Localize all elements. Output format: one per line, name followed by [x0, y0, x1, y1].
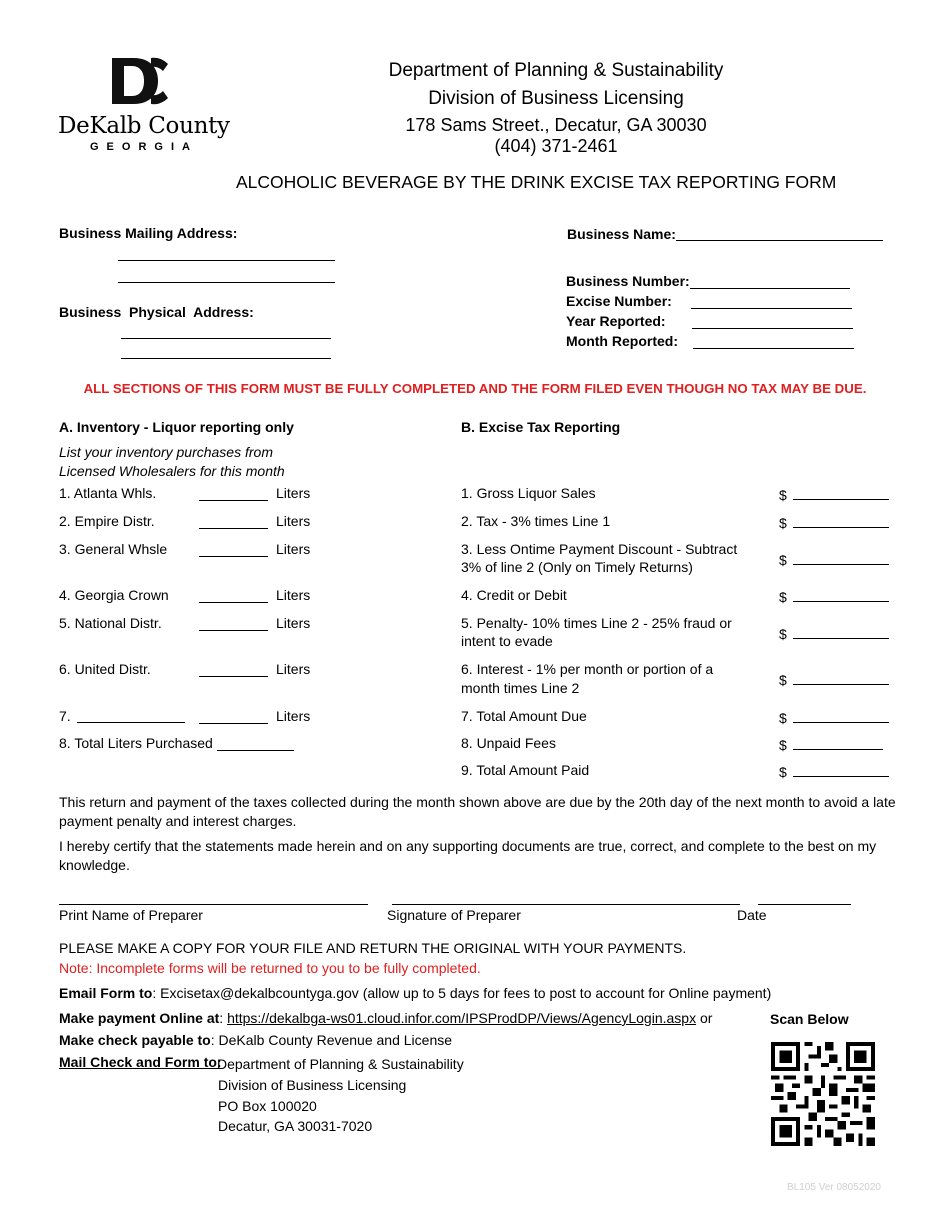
dollar-sign: $	[779, 487, 787, 503]
physical-address-line-1[interactable]	[121, 324, 331, 339]
completion-warning: ALL SECTIONS OF THIS FORM MUST BE FULLY COMPLETED AND THE FORM FILED EVEN THOUGH NO TAX MAY BE DUE.	[83, 381, 867, 396]
section-b-title: B. Excise Tax Reporting	[461, 419, 621, 435]
year-reported-label: Year Reported:	[566, 313, 666, 329]
amount-field-2[interactable]	[779, 513, 889, 531]
due-date-notice: This return and payment of the taxes collected during the month shown above are due by the 20th day of the next month to avoid a late payment penalty and interest charges.	[59, 794, 896, 829]
mailing-address-line-1[interactable]	[118, 246, 335, 261]
qr-code-icon[interactable]	[771, 1042, 875, 1146]
date-field[interactable]	[758, 890, 851, 905]
liters-field-4[interactable]	[199, 588, 268, 603]
liters-unit: Liters	[276, 485, 311, 501]
amount-field-1[interactable]	[779, 485, 889, 503]
business-name-field[interactable]	[676, 226, 883, 241]
excise-number-label: Excise Number:	[566, 293, 672, 309]
scan-below-label: Scan Below	[770, 1011, 849, 1027]
dollar-sign: $	[779, 626, 787, 642]
excise-number-field[interactable]	[691, 294, 852, 309]
liters-unit: Liters	[276, 615, 311, 631]
dollar-sign: $	[779, 515, 787, 531]
wholesaler-name: 3. General Whsle	[59, 541, 168, 557]
tax-line-label: 3. Less Ontime Payment Discount - Subtract	[461, 541, 738, 557]
tax-line-label: 8. Unpaid Fees	[461, 735, 556, 751]
tax-line-label: 4. Credit or Debit	[461, 587, 567, 603]
online-label: Make payment Online at	[59, 1010, 220, 1026]
header-phone: (404) 371-2461	[494, 136, 618, 156]
business-physical-label: Business Physical Address:	[59, 304, 254, 320]
amount-field-9[interactable]	[779, 762, 889, 780]
signature-field[interactable]	[392, 890, 740, 905]
tax-line-label: 6. Interest - 1% per month or portion of a	[461, 661, 714, 677]
liters-field-6[interactable]	[199, 662, 268, 677]
check-payable-instruction	[59, 1032, 452, 1048]
form-version: BL105 Ver 08052020	[787, 1182, 881, 1193]
wholesaler-name: 6. United Distr.	[59, 661, 151, 677]
copy-instruction: PLEASE MAKE A COPY FOR YOUR FILE AND RETURN THE ORIGINAL WITH YOUR PAYMENTS.	[59, 940, 687, 956]
other-wholesaler-field[interactable]	[77, 708, 185, 723]
dollar-sign: $	[779, 552, 787, 568]
wholesaler-name: 5. National Distr.	[59, 615, 162, 631]
liters-unit: Liters	[276, 513, 311, 529]
liters-unit: Liters	[276, 587, 311, 603]
inventory-row	[59, 661, 151, 677]
inventory-row	[59, 615, 162, 631]
liters-unit: Liters	[276, 708, 311, 724]
business-name-label: Business Name:	[567, 226, 676, 242]
mail-address-line: Department of Planning & Sustainability	[217, 1056, 464, 1072]
section-a-instruction-1: List your inventory purchases from	[59, 444, 273, 460]
inventory-row	[59, 485, 156, 501]
header-department: Department of Planning & Sustainability	[388, 60, 724, 81]
payable-label: Make check payable to	[59, 1032, 211, 1048]
email-text: : Excisetax@dekalbcountyga.gov (allow up to 5 days for fees to post to account for Online payment)	[152, 985, 772, 1001]
section-a-instruction-2: Licensed Wholesalers for this month	[59, 463, 285, 479]
mail-address-line: PO Box 100020	[218, 1098, 317, 1114]
dekalb-dc-logo-icon	[110, 56, 170, 106]
mailing-address-line-2[interactable]	[118, 268, 335, 283]
amount-field-7[interactable]	[779, 708, 889, 726]
dollar-sign: $	[779, 764, 787, 780]
tax-line-label-cont: intent to evade	[461, 633, 553, 649]
dollar-sign: $	[779, 672, 787, 688]
liters-unit: Liters	[276, 661, 311, 677]
total-liters-label: 8. Total Liters Purchased	[59, 735, 213, 751]
wholesaler-name: 1. Atlanta Whls.	[59, 485, 157, 501]
month-reported-label: Month Reported:	[566, 333, 678, 349]
print-name-label: Print Name of Preparer	[59, 907, 203, 923]
certification-statement: I hereby certify that the statements made herein and on any supporting documents are true, correct, and complete to the best on my knowledge.	[59, 838, 877, 873]
amount-field-8[interactable]	[779, 735, 883, 753]
dollar-sign: $	[779, 737, 787, 753]
tax-line-label: 2. Tax - 3% times Line 1	[461, 513, 611, 529]
mail-label: Mail Check and Form to:	[59, 1054, 222, 1070]
inventory-row	[59, 587, 169, 603]
tax-line-label-cont: 3% of line 2 (Only on Timely Returns)	[461, 559, 693, 575]
wholesaler-name: 4. Georgia Crown	[59, 587, 169, 603]
signature-label: Signature of Preparer	[387, 907, 521, 923]
liters-field-2[interactable]	[199, 514, 268, 529]
liters-field-5[interactable]	[199, 616, 268, 631]
tax-line-label: 1. Gross Liquor Sales	[461, 485, 596, 501]
dollar-sign: $	[779, 589, 787, 605]
online-suffix: or	[696, 1010, 713, 1026]
online-payment-link[interactable]: https://dekalbga-ws01.cloud.infor.com/IPSProdDP/Views/AgencyLogin.aspx	[227, 1010, 697, 1026]
amount-field-4[interactable]	[779, 587, 889, 605]
mail-address-line: Decatur, GA 30031-7020	[218, 1118, 373, 1134]
online-separator: :	[219, 1010, 228, 1026]
total-liters-field[interactable]	[217, 736, 294, 751]
email-instruction	[59, 985, 771, 1001]
year-reported-field[interactable]	[692, 314, 853, 329]
wholesaler-name: 2. Empire Distr.	[59, 513, 155, 529]
inventory-row	[59, 708, 71, 724]
month-reported-field[interactable]	[693, 334, 854, 349]
email-label: Email Form to	[59, 985, 153, 1001]
amount-field-6[interactable]	[779, 670, 889, 688]
inventory-row	[59, 513, 155, 529]
business-number-field[interactable]	[690, 274, 850, 289]
tax-line-label: 5. Penalty- 10% times Line 2 - 25% fraud or	[461, 615, 732, 631]
logo-org-name: DeKalb County	[58, 113, 230, 139]
logo-state-name: GEORGIA	[90, 141, 198, 153]
dollar-sign: $	[779, 710, 787, 726]
tax-line-label: 9. Total Amount Paid	[461, 762, 590, 778]
form-title: ALCOHOLIC BEVERAGE BY THE DRINK EXCISE TAX REPORTING FORM	[236, 172, 837, 192]
business-number-label: Business Number:	[566, 273, 690, 289]
online-payment-instruction	[59, 1010, 712, 1026]
amount-field-3[interactable]	[779, 550, 889, 568]
business-mailing-label: Business Mailing Address:	[59, 225, 238, 241]
liters-field-7[interactable]	[199, 709, 268, 724]
print-name-field[interactable]	[59, 890, 368, 905]
header-address: 178 Sams Street., Decatur, GA 30030	[405, 115, 707, 135]
mail-address-line: Division of Business Licensing	[218, 1077, 407, 1093]
physical-address-line-2[interactable]	[121, 344, 331, 359]
liters-unit: Liters	[276, 541, 311, 557]
incomplete-forms-note: Note: Incomplete forms will be returned to you to be fully completed.	[59, 960, 481, 976]
payable-text: : DeKalb County Revenue and License	[210, 1032, 453, 1048]
liters-field-3[interactable]	[199, 542, 268, 557]
tax-line-label-cont: month times Line 2	[461, 680, 580, 696]
wholesaler-name: 7.	[59, 708, 71, 724]
inventory-row	[59, 541, 167, 557]
tax-line-label: 7. Total Amount Due	[461, 708, 587, 724]
amount-field-5[interactable]	[779, 624, 889, 642]
liters-field-1[interactable]	[199, 486, 268, 501]
section-a-title: A. Inventory - Liquor reporting only	[59, 419, 294, 435]
header-division: Division of Business Licensing	[428, 88, 684, 109]
date-label: Date	[737, 907, 767, 923]
